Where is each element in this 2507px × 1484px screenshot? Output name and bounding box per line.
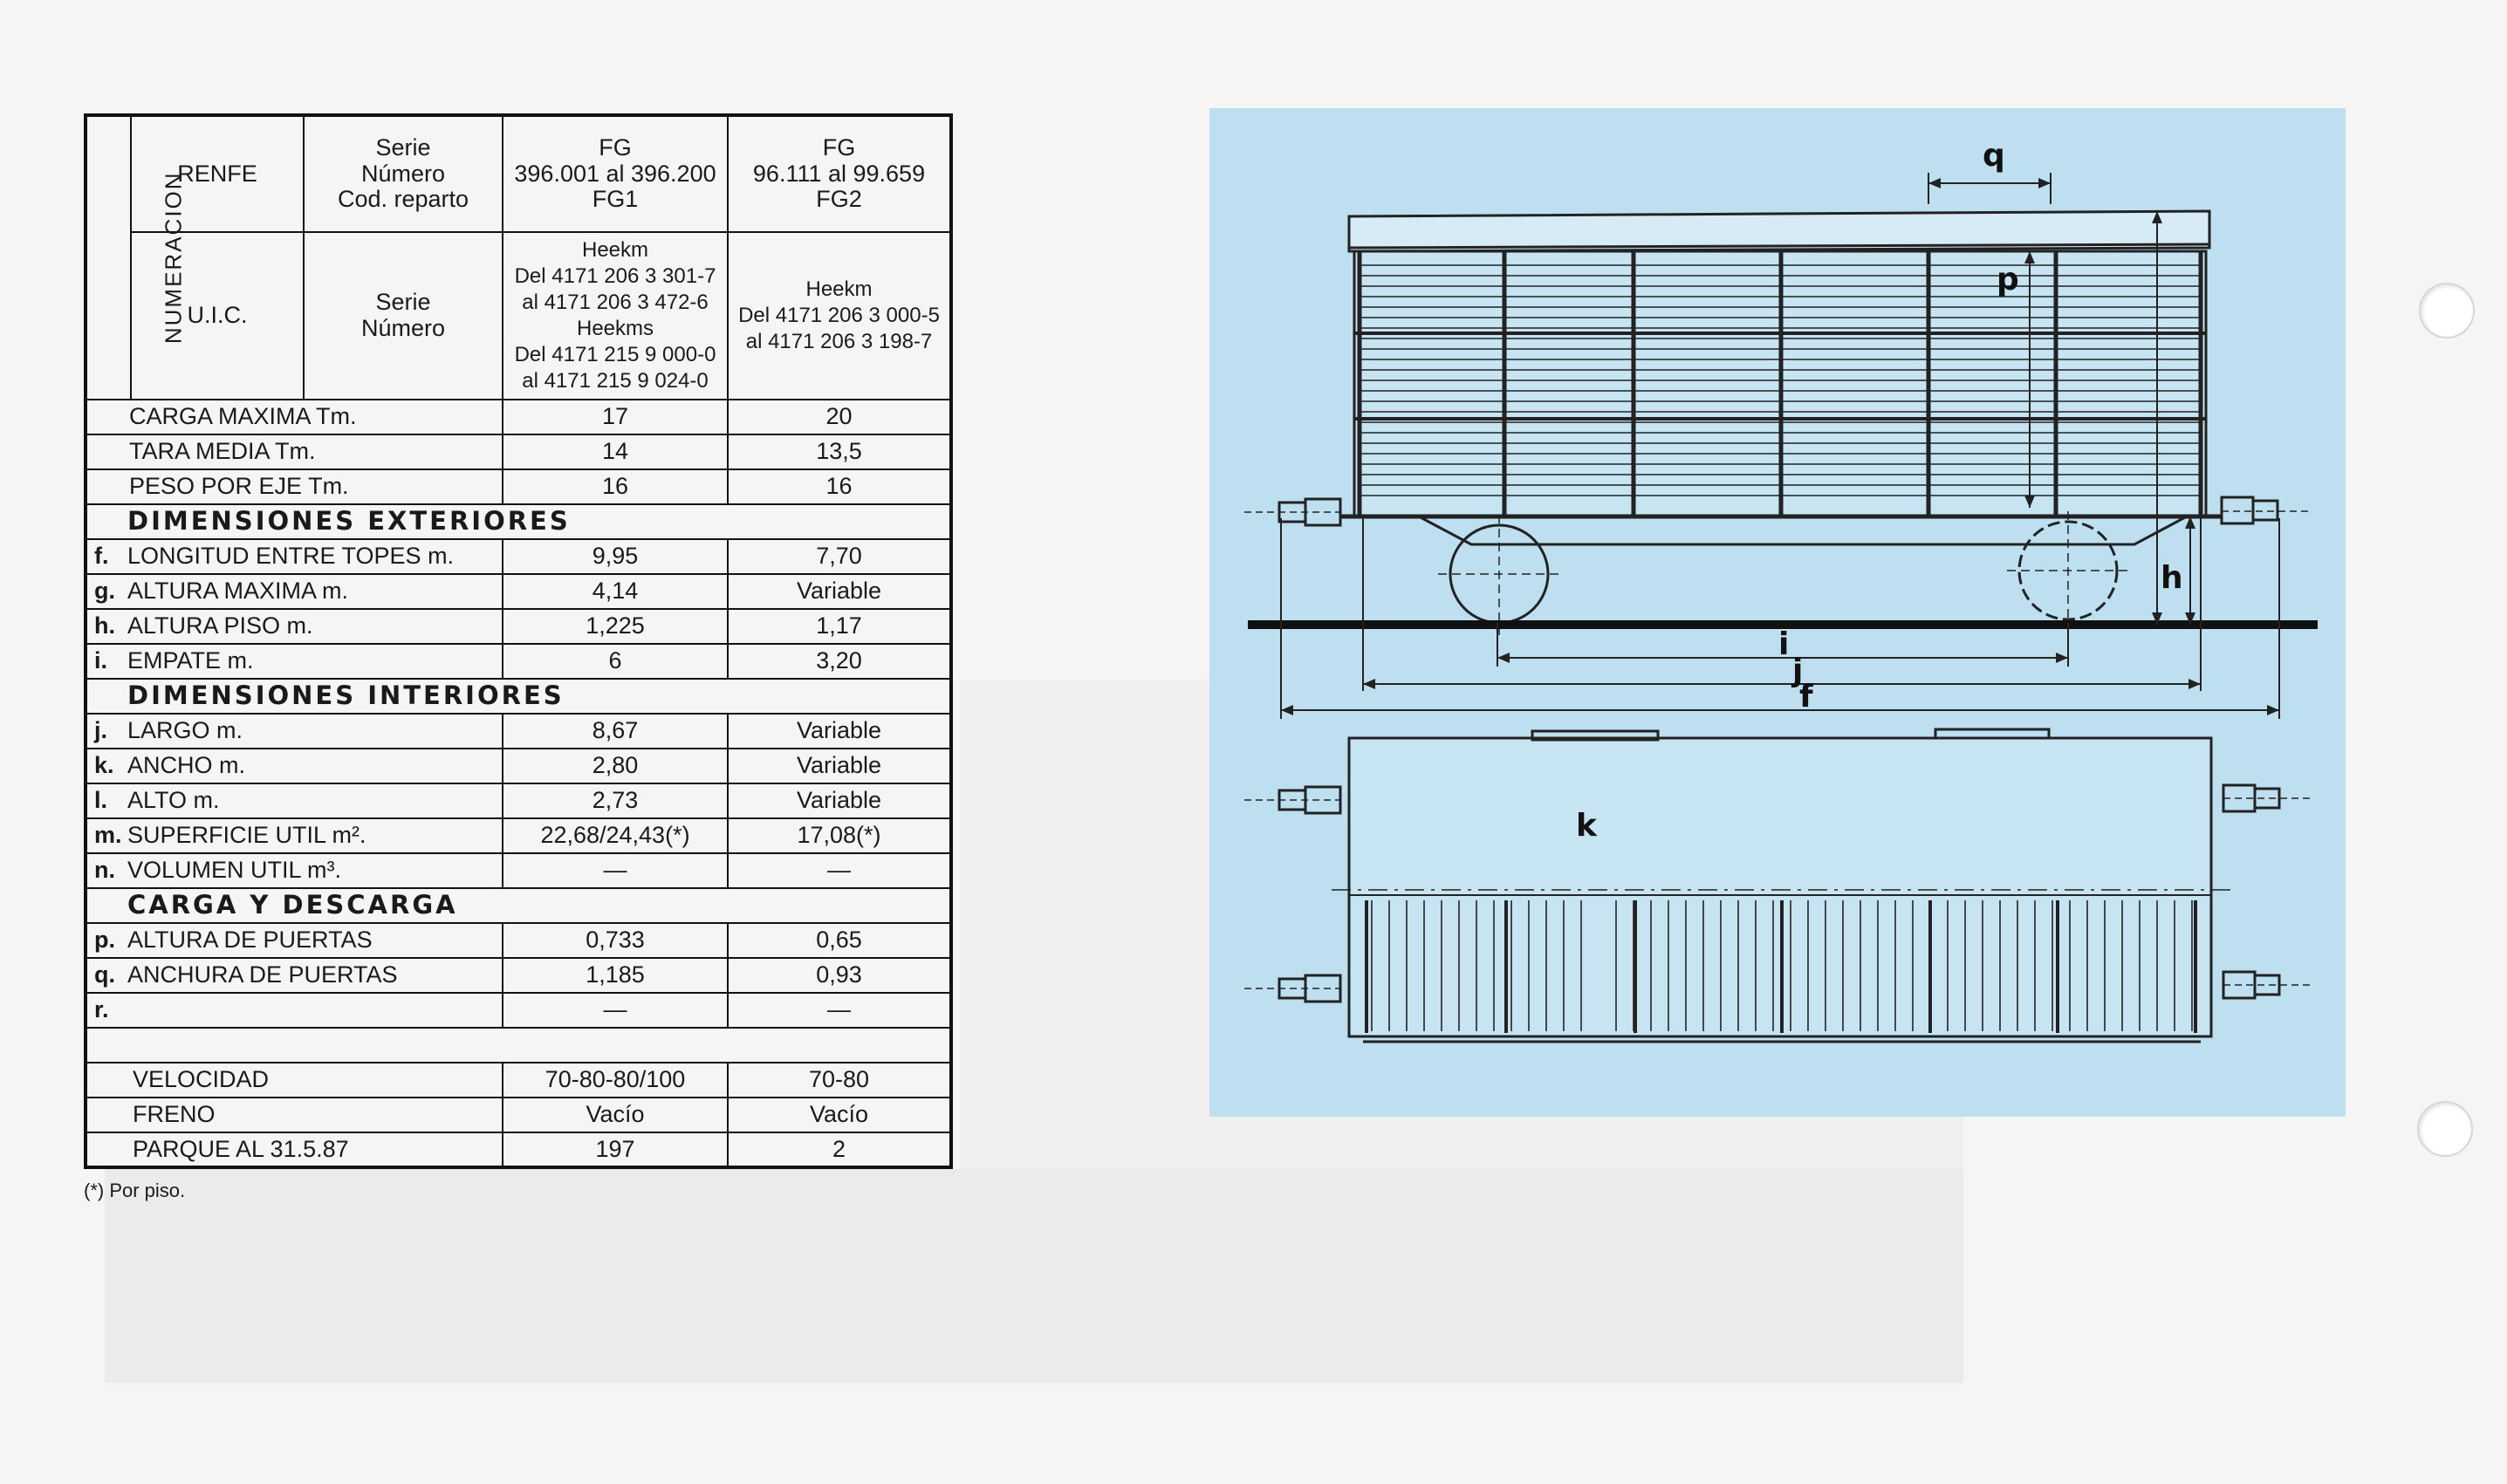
spec-row <box>86 993 951 1028</box>
row-label: m. SUPERFICIE UTIL m². <box>86 818 503 853</box>
section-header <box>86 679 951 714</box>
fg2-value: Variable <box>728 574 951 609</box>
section-header <box>86 504 951 539</box>
numeracion-label: NUMERACION <box>86 115 131 400</box>
row-label: FRENO <box>86 1098 503 1132</box>
fg2-value: 13,5 <box>728 434 951 469</box>
row-label: j. LARGO m. <box>86 714 503 749</box>
fg2-value: 16 <box>728 469 951 504</box>
uic-row <box>86 232 951 400</box>
fg1-value: 22,68/24,43(*) <box>503 818 728 853</box>
empty-cell <box>86 1028 951 1063</box>
fg1-value: 70-80-80/100 <box>503 1063 728 1098</box>
fg2-value: 0,93 <box>728 958 951 993</box>
fg2-value: 20 <box>728 400 951 434</box>
row-label: q. ANCHURA DE PUERTAS <box>86 958 503 993</box>
renfe-row <box>86 115 951 232</box>
punch-hole-top <box>2419 283 2475 339</box>
spec-row <box>86 714 951 749</box>
row-letter: q. <box>94 961 115 988</box>
spec-row <box>86 574 951 609</box>
dim-label-k: k <box>1576 808 1597 844</box>
fg2-value: Vacío <box>728 1098 951 1132</box>
row-label: f. LONGITUD ENTRE TOPES m. <box>86 539 503 574</box>
row-label: l. ALTO m. <box>86 783 503 818</box>
section-title: DIMENSIONES INTERIORES <box>86 679 951 714</box>
fg2-value: 0,65 <box>728 923 951 958</box>
dim-label-i: i <box>1778 626 1790 662</box>
row-letter: p. <box>94 927 115 954</box>
dim-label-p: p <box>1997 262 2019 297</box>
fg1-value: — <box>503 853 728 888</box>
row-letter: l. <box>94 787 108 814</box>
buffer-right <box>2222 497 2311 523</box>
row-label: PESO POR EJE Tm. <box>86 469 503 504</box>
row-letter: m. <box>94 822 122 849</box>
row-letter: h. <box>94 612 115 639</box>
fg2-value: Variable <box>728 749 951 783</box>
footnote: (*) Por piso. <box>84 1180 186 1201</box>
fg1-value: 1,225 <box>503 609 728 644</box>
row-label: g. ALTURA MAXIMA m. <box>86 574 503 609</box>
dim-label-q: q <box>1983 138 2005 174</box>
wagon-spec-table <box>84 113 953 1169</box>
spec-row <box>86 923 951 958</box>
fg2-value: 17,08(*) <box>728 818 951 853</box>
plan-view <box>1244 729 2311 1042</box>
fg1-value: 2,73 <box>503 783 728 818</box>
wagon-drawing <box>1209 108 2346 1117</box>
row-letter: i. <box>94 647 108 674</box>
row-label: PARQUE AL 31.5.87 <box>86 1132 503 1167</box>
fg1-value: 14 <box>503 434 728 469</box>
row-label: p. ALTURA DE PUERTAS <box>86 923 503 958</box>
fg2-value: — <box>728 993 951 1028</box>
row-label: k. ANCHO m. <box>86 749 503 783</box>
row-label: VELOCIDAD <box>86 1063 503 1098</box>
section-header <box>86 888 951 923</box>
row-letter: k. <box>94 752 114 779</box>
spec-row <box>86 539 951 574</box>
spec-row <box>86 1098 951 1132</box>
spec-row <box>86 1132 951 1167</box>
fg2-value: 70-80 <box>728 1063 951 1098</box>
spacer-row <box>86 1028 951 1063</box>
fg1-renfe: FG 396.001 al 396.200 FG1 <box>503 115 728 232</box>
fg2-value: Variable <box>728 714 951 749</box>
spec-row <box>86 853 951 888</box>
fg2-value: 7,70 <box>728 539 951 574</box>
renfe-fields: Serie Número Cod. reparto <box>304 115 503 232</box>
uic-fields: Serie Número <box>304 232 503 400</box>
fg1-uic: Heekm Del 4171 206 3 301-7 al 4171 206 3 472-6 Heekms Del 4171 215 9 000-0 al 4171 215 9 024-0 <box>503 232 728 400</box>
spec-row <box>86 609 951 644</box>
dim-label-h: h <box>2161 560 2183 596</box>
section-title: CARGA Y DESCARGA <box>86 888 951 923</box>
fg1-value: 9,95 <box>503 539 728 574</box>
fg1-value: 197 <box>503 1132 728 1167</box>
fg2-uic: Heekm Del 4171 206 3 000-5 al 4171 206 3 198-7 <box>728 232 951 400</box>
fg2-renfe: FG 96.111 al 99.659 FG2 <box>728 115 951 232</box>
dim-label-j: j <box>1792 653 1804 688</box>
row-label: CARGA MAXIMA Tm. <box>86 400 503 434</box>
row-letter: n. <box>94 857 115 884</box>
fg2-value: 2 <box>728 1132 951 1167</box>
fg1-value: 2,80 <box>503 749 728 783</box>
fg2-value: 3,20 <box>728 644 951 679</box>
renfe-label: RENFE <box>131 115 304 232</box>
fg2-value: 1,17 <box>728 609 951 644</box>
fg2-value: — <box>728 853 951 888</box>
spec-row <box>86 818 951 853</box>
spec-row <box>86 1063 951 1098</box>
row-label: TARA MEDIA Tm. <box>86 434 503 469</box>
uic-label: U.I.C. <box>131 232 304 400</box>
fg1-value: 1,185 <box>503 958 728 993</box>
fg1-value: 6 <box>503 644 728 679</box>
row-label: i. EMPATE m. <box>86 644 503 679</box>
fg1-value: 0,733 <box>503 923 728 958</box>
row-label: h. ALTURA PISO m. <box>86 609 503 644</box>
row-label: n. VOLUMEN UTIL m³. <box>86 853 503 888</box>
spec-row <box>86 783 951 818</box>
buffer-left <box>1244 499 1340 525</box>
section-title: DIMENSIONES EXTERIORES <box>86 504 951 539</box>
row-letter: g. <box>94 578 115 605</box>
dim-label-f: f <box>1799 679 1813 715</box>
spec-row <box>86 469 951 504</box>
background-print <box>105 1169 1963 1383</box>
row-letter: j. <box>94 717 108 744</box>
spec-row <box>86 434 951 469</box>
fg1-value: 16 <box>503 469 728 504</box>
fg1-value: 8,67 <box>503 714 728 749</box>
fg1-value: Vacío <box>503 1098 728 1132</box>
row-label <box>86 993 503 1028</box>
spec-row <box>86 958 951 993</box>
row-letter: r. <box>94 996 109 1023</box>
fg2-value: Variable <box>728 783 951 818</box>
spec-row <box>86 749 951 783</box>
fg1-value: — <box>503 993 728 1028</box>
row-letter: f. <box>94 543 109 570</box>
punch-hole-bottom <box>2417 1101 2473 1157</box>
spec-row <box>86 400 951 434</box>
wagon-drawing-svg <box>1209 108 2346 1117</box>
spec-row <box>86 644 951 679</box>
fg1-value: 4,14 <box>503 574 728 609</box>
fg1-value: 17 <box>503 400 728 434</box>
